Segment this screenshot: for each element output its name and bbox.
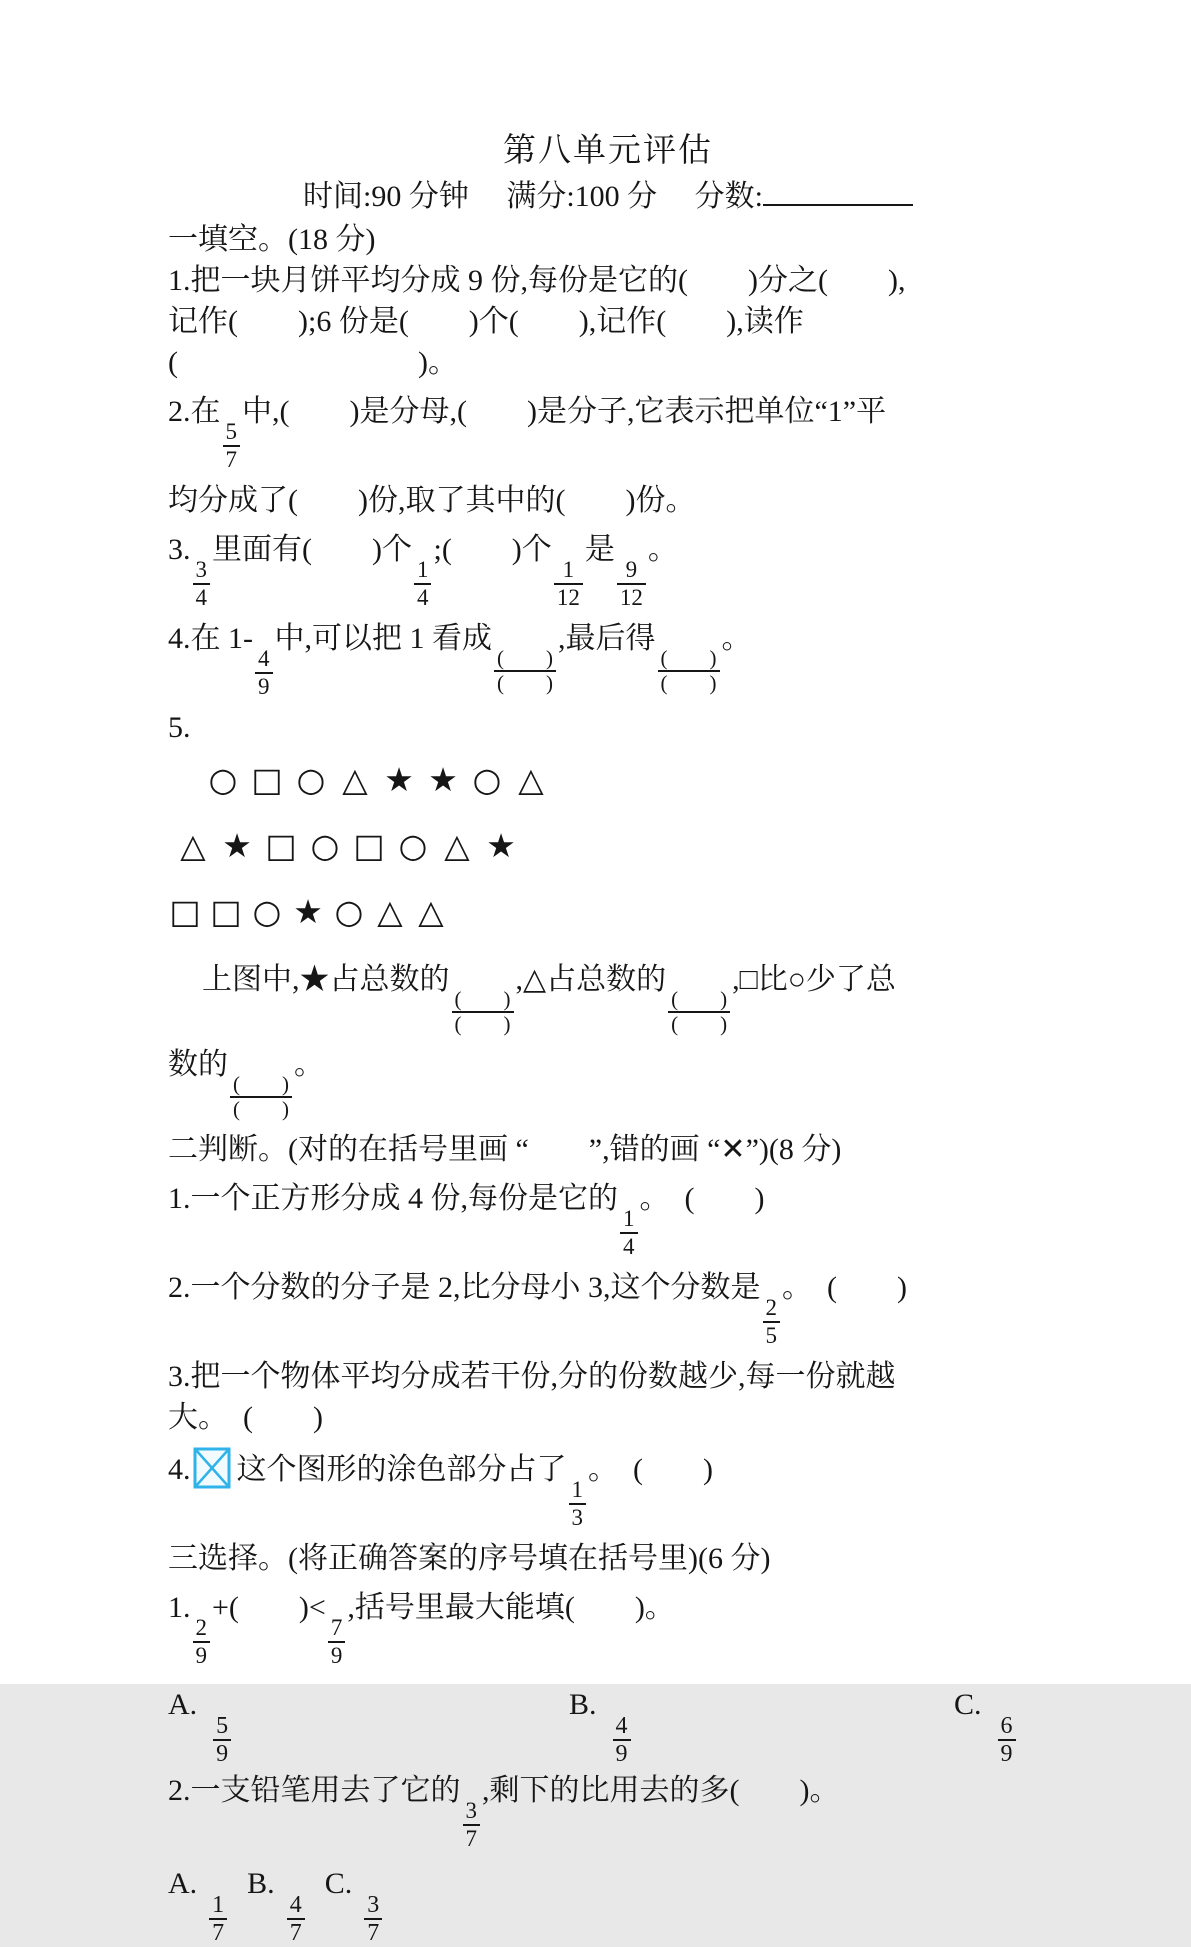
fraction-4-9: $\frac{4}{9}$ xyxy=(255,646,273,699)
fraction-1-3: $\frac{1}{3}$ xyxy=(569,1477,587,1530)
fraction-2-9: $\frac{2}{9}$ xyxy=(193,1615,211,1668)
star-shape: ★ xyxy=(222,825,252,865)
square-shape: □ xyxy=(265,825,297,865)
fraction-4-7: $\frac{4}{7}$ xyxy=(287,1892,305,1947)
q1-line-2: 记作( );6 份是( )个( ),记作( ),读作 xyxy=(168,305,804,338)
judge-4-line: 4. 这个图形的涂色部分占了 $\frac{1}{3}$ 。 ( ) xyxy=(168,1447,1048,1530)
fraction-1-12: $\frac{1}{12}$ xyxy=(554,557,583,610)
circle-shape: ○ xyxy=(208,759,238,799)
star-shape: ★ xyxy=(486,825,516,865)
star-shape: ★ xyxy=(293,891,323,931)
blank-fraction: ( ) ( ) xyxy=(658,647,720,695)
paper-content xyxy=(168,128,1048,1947)
choice-2-line: 2.一支铅笔用去了它的 $\frac{3}{7}$ ,剩下的比用去的多( )。 xyxy=(168,1773,840,1851)
square-shape: □ xyxy=(169,891,201,931)
blank-fraction: ( ) ( ) xyxy=(452,988,514,1036)
choice-2-options xyxy=(168,1867,1048,1947)
fraction-9-12: $\frac{9}{12}$ xyxy=(617,557,646,610)
option-c: C. $\frac{3}{7}$ xyxy=(325,1867,385,1947)
blank-fraction: ( ) ( ) xyxy=(230,1073,292,1121)
score-blank-line xyxy=(763,174,913,206)
fraction-5-7: $\frac{5}{7}$ xyxy=(223,419,241,472)
circle-shape: ○ xyxy=(310,825,340,865)
q1-line-3: ( )。 xyxy=(168,346,458,379)
option-a: A. $\frac{1}{7}$ xyxy=(168,1867,229,1947)
judge-1-line: 1.一个正方形分成 4 份,每份是它的 $\frac{1}{4}$ 。 ( ) xyxy=(168,1181,765,1259)
triangle-shape: △ xyxy=(377,891,403,931)
fraction-3-7: $\frac{3}{7}$ xyxy=(364,1892,382,1947)
q2-line-2: 均分成了( )份,取了其中的( )份。 xyxy=(168,483,696,517)
choice-1-options xyxy=(168,1682,1048,1768)
section-3-heading: 三选择。(将正确答案的序号填在括号里)(6 分) xyxy=(168,1541,771,1575)
q5-label: 5. xyxy=(168,710,191,744)
q5-text-line-2: 数的 ( ) ( ) 。 xyxy=(168,1047,324,1121)
circle-shape: ○ xyxy=(334,891,364,931)
page-title: 第八单元评估 xyxy=(503,133,713,169)
triangle-shape: △ xyxy=(342,759,368,799)
fraction-2-5: $\frac{2}{5}$ xyxy=(763,1295,781,1348)
shape-row-3 xyxy=(168,891,1048,931)
fraction-1-4: $\frac{1}{4}$ xyxy=(620,1206,638,1259)
circle-shape: ○ xyxy=(472,759,502,799)
shape-row-1 xyxy=(168,759,1048,799)
fraction-3-7: $\frac{3}{7}$ xyxy=(463,1798,481,1851)
square-shape: □ xyxy=(251,759,283,799)
fraction-6-9: $\frac{6}{9}$ xyxy=(998,1713,1016,1768)
fraction-3-4: $\frac{3}{4}$ xyxy=(193,557,211,610)
fraction-1-7: $\frac{1}{7}$ xyxy=(209,1892,227,1947)
triangle-shape: △ xyxy=(180,825,206,865)
circle-shape: ○ xyxy=(398,825,428,865)
star-shape: ★ xyxy=(428,759,458,799)
q3-line: 3. $\frac{3}{4}$ 里面有( )个 $\frac{1}{4}$ ;( )个 $\frac{1}{12}$ 是 $\frac{9}{12}$ 。 xyxy=(168,532,678,610)
square-shape: □ xyxy=(353,825,385,865)
fraction-5-9: $\frac{5}{9}$ xyxy=(213,1713,231,1768)
q2-line-1: 2.在 $\frac{5}{7}$ 中,( )是分母,( )是分子,它表示把单位“1”平 xyxy=(168,395,887,472)
circle-shape: ○ xyxy=(252,891,282,931)
option-a: A. $\frac{5}{9}$ xyxy=(168,1688,233,1768)
q1-line-1: 1.把一块月饼平均分成 9 份,每份是它的( )分之( ), xyxy=(168,264,906,297)
section-1-heading: 一填空。(18 分) xyxy=(168,223,376,256)
square-shape: □ xyxy=(210,891,242,931)
option-b: B. $\frac{4}{7}$ xyxy=(247,1867,307,1947)
triangle-shape: △ xyxy=(418,891,444,931)
judge-2-line: 2.一个分数的分子是 2,比分母小 3,这个分数是 $\frac{2}{5}$ 。 ( ) xyxy=(168,1270,907,1348)
fraction-7-9: $\frac{7}{9}$ xyxy=(328,1615,346,1668)
section-2-heading: 二判断。(对的在括号里画 “ ”,错的画 “✕”)(8 分) xyxy=(168,1132,842,1166)
q5-text-line-1: 上图中,★占总数的 ( ) ( ) ,△占总数的 ( ) ( ) ,□比○少了总 xyxy=(202,962,896,1036)
q4-line: 4.在 1- $\frac{4}{9}$ 中,可以把 1 看成 ( ) ( ) ,最后得 ( ) ( ) 。 xyxy=(168,621,752,699)
shape-row-2 xyxy=(168,825,1048,865)
judge-3-line-2: 大。 ( ) xyxy=(168,1400,323,1434)
blank-fraction: ( ) ( ) xyxy=(494,647,556,695)
fraction-1-4: $\frac{1}{4}$ xyxy=(414,557,432,610)
fraction-4-9: $\frac{4}{9}$ xyxy=(613,1713,631,1768)
paper-meta-line xyxy=(168,174,1048,219)
judge-3-line-1: 3.把一个物体平均分成若干份,分的份数越少,每一份就越 xyxy=(168,1359,896,1393)
crossed-square-icon xyxy=(193,1447,231,1489)
option-b: B. $\frac{4}{9}$ xyxy=(569,1688,633,1768)
triangle-shape: △ xyxy=(444,825,470,865)
option-c: C. $\frac{6}{9}$ xyxy=(954,1688,1018,1768)
blank-fraction: ( ) ( ) xyxy=(668,988,730,1036)
choice-1-line: 1. $\frac{2}{9}$ +( )< $\frac{7}{9}$ ,括号里最大能填( )。 xyxy=(168,1590,675,1668)
circle-shape: ○ xyxy=(296,759,326,799)
triangle-shape: △ xyxy=(518,759,544,799)
star-shape: ★ xyxy=(384,759,414,799)
meta-text: 时间:90 分钟 满分:100 分 分数: xyxy=(302,180,763,213)
